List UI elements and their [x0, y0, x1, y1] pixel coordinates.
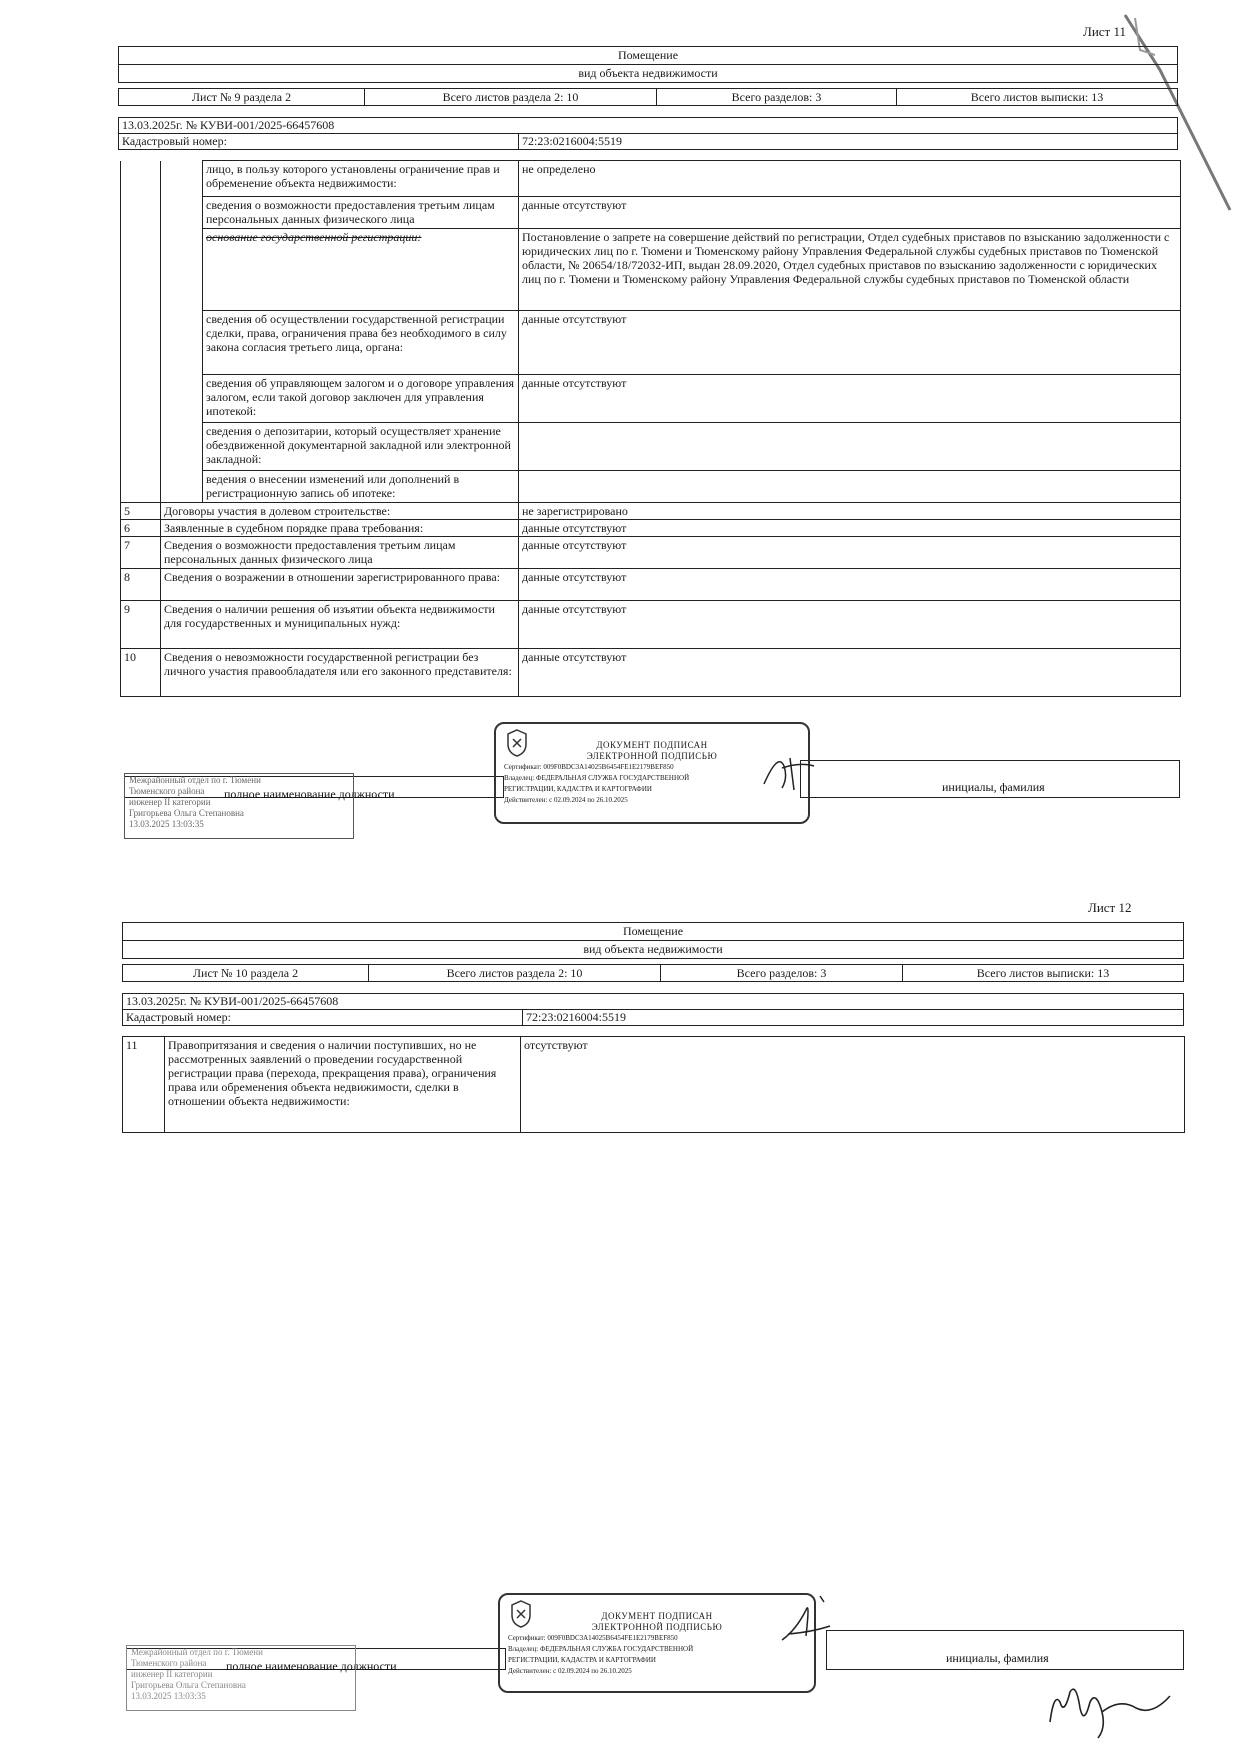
- row-value: данные отсутствуют: [519, 537, 1181, 569]
- table-row: [121, 649, 1181, 697]
- officer-line: Григорьева Ольга Степановна: [129, 808, 244, 818]
- document-reference: 13.03.2025г. № КУВИ-001/2025-66457608: [118, 117, 1178, 134]
- row-number: 7: [121, 537, 161, 569]
- officer-line: Тюменского района: [129, 786, 205, 796]
- encumbrance-table: [120, 160, 1181, 697]
- sheet-info-row: [118, 88, 1178, 106]
- row-label: Договоры участия в долевом строительстве:: [161, 503, 519, 520]
- stamp-title: ДОКУМЕНТ ПОДПИСАН: [596, 740, 708, 750]
- table-row: [121, 229, 1181, 311]
- cadastral-value: 72:23:0216004:5519: [526, 1010, 627, 1024]
- stamp-title-2: ЭЛЕКТРОННОЙ ПОДПИСЬЮ: [586, 751, 718, 761]
- row-label: сведения о возможности предоставления третьим лицам персональных данных физического лица: [203, 197, 519, 229]
- electronic-signature-stamp: [498, 1593, 816, 1693]
- officer-stamp: [124, 773, 354, 839]
- stamp-owner-2: РЕГИСТРАЦИИ, КАДАСТРА И КАРТОГРАФИИ: [508, 1656, 656, 1664]
- object-type-caption: вид объекта недвижимости: [122, 940, 1184, 959]
- table-row: [121, 375, 1181, 423]
- row-value: данные отсутствуют: [519, 569, 1181, 601]
- stamp-owner-2: РЕГИСТРАЦИИ, КАДАСТРА И КАРТОГРАФИИ: [504, 785, 652, 793]
- total-sheets-extract: Всего листов выписки: 13: [970, 90, 1104, 104]
- row-label: Правопритязания и сведения о наличии поступивших, но не рассмотренных заявлений о проведении государственной регистрации права (перехода, прекращения права), ограничения права или обременения объекта недвижимости, сделки в отношении объекта недвижимости:: [165, 1037, 521, 1133]
- row-label: лицо, в пользу которого установлены ограничение прав и обременение объекта недвижимости:: [203, 161, 519, 197]
- total-sections: Всего разделов: 3: [661, 965, 903, 981]
- registration-basis-value: Постановление о запрете на совершение действий по регистрации, Отдел судебных приставов по взысканию задолженности с юридических лиц по г. Тюмени и Тюменскому району Управления Федеральной службы судебных приставов по Тюменской области, № 20654/18/72032-ИП, выдан 28.09.2020, Отдел судебных приставов по взысканию задолженности с юридических лиц по г. Тюмени и Тюменскому району Управления Федеральной службы судебных приставов по Тюменской области: [519, 229, 1181, 311]
- officer-line: 13.03.2025 13:03:35: [131, 1691, 206, 1701]
- row-label: Сведения о наличии решения об изъятии объекта недвижимости для государственных и муниципальных нужд:: [161, 601, 519, 649]
- total-sheets-extract: Всего листов выписки: 13: [976, 966, 1110, 980]
- table-row: [121, 537, 1181, 569]
- table-row: [121, 503, 1181, 520]
- stamp-validity: Действителен: с 02.09.2024 по 26.10.2025: [504, 796, 628, 804]
- total-sections: Всего разделов: 3: [657, 89, 897, 105]
- position-caption: полное наименование должности: [224, 787, 395, 801]
- stamp-owner: Владелец: ФЕДЕРАЛЬНАЯ СЛУЖБА ГОСУДАРСТВЕННОЙ: [508, 1645, 694, 1653]
- row-value: не определено: [519, 161, 1181, 197]
- row-number: 8: [121, 569, 161, 601]
- stamp-title-2: ЭЛЕКТРОННОЙ ПОДПИСЬЮ: [591, 1622, 723, 1632]
- table-row: [121, 311, 1181, 375]
- table-row: [121, 471, 1181, 503]
- row-value: данные отсутствуют: [519, 197, 1181, 229]
- row-label: сведения об управляющем залогом и о договоре управления залогом, если такой договор заключен для управления ипотекой:: [203, 375, 519, 423]
- sheet-of-section: Лист № 10 раздела 2: [123, 965, 369, 981]
- row-value: данные отсутствуют: [519, 649, 1181, 697]
- handwritten-signature: [760, 748, 820, 794]
- row-value: [519, 423, 1181, 471]
- emblem-icon: [508, 1599, 534, 1629]
- handwritten-initials: [1040, 1672, 1190, 1742]
- table-row: [121, 161, 1181, 197]
- sheet-of-section: Лист № 9 раздела 2: [119, 89, 365, 105]
- object-type: Помещение: [122, 922, 1184, 941]
- object-type: Помещение: [118, 46, 1178, 65]
- cadastral-label: Кадастровый номер:: [119, 134, 519, 149]
- row-value: [519, 471, 1181, 503]
- row-number: 5: [121, 503, 161, 520]
- position-caption: полное наименование должности: [226, 1659, 397, 1673]
- stamp-owner: Владелец: ФЕДЕРАЛЬНАЯ СЛУЖБА ГОСУДАРСТВЕННОЙ: [504, 774, 690, 782]
- row-label: основание государственной регистрации:: [203, 229, 519, 311]
- row-value: данные отсутствуют: [519, 601, 1181, 649]
- initials-caption: инициалы, фамилия: [946, 1651, 1049, 1665]
- officer-line: инженер II категории: [129, 797, 211, 807]
- total-sheets-section: Всего листов раздела 2: 10: [365, 89, 657, 105]
- stamp-title: ДОКУМЕНТ ПОДПИСАН: [601, 1611, 713, 1621]
- cadastral-row: [118, 133, 1178, 150]
- row-label: сведения о депозитарии, который осуществляет хранение обездвиженной документарной закладной или электронной закладной:: [203, 423, 519, 471]
- table-row: [121, 197, 1181, 229]
- sheet-number: Лист 11: [1083, 24, 1126, 39]
- officer-line: Межрайонный отдел по г. Тюмени: [129, 775, 261, 785]
- row-label: Сведения о невозможности государственной регистрации без личного участия правообладателя или его законного представителя:: [161, 649, 519, 697]
- initials-caption: инициалы, фамилия: [942, 780, 1045, 794]
- officer-line: Межрайонный отдел по г. Тюмени: [131, 1647, 263, 1657]
- cadastral-label: Кадастровый номер:: [123, 1010, 523, 1025]
- row-value: не зарегистрировано: [519, 503, 1181, 520]
- row-value: данные отсутствуют: [519, 520, 1181, 537]
- officer-line: 13.03.2025 13:03:35: [129, 819, 204, 829]
- object-type-caption: вид объекта недвижимости: [118, 64, 1178, 83]
- officer-stamp: [126, 1645, 356, 1711]
- table-row: [123, 1037, 1185, 1133]
- claims-table: [122, 1036, 1185, 1133]
- row-number: 6: [121, 520, 161, 537]
- stamp-certificate: Сертификат: 009F0BDC3A14025B6454FE1E2179BEF850: [508, 1634, 678, 1642]
- stamp-validity: Действителен: с 02.09.2024 по 26.10.2025: [508, 1667, 632, 1675]
- row-label: ведения о внесении изменений или дополнений в регистрационную запись об ипотеке:: [203, 471, 519, 503]
- handwritten-signature: [776, 1590, 836, 1650]
- row-value: отсутствуют: [521, 1037, 1185, 1133]
- row-value: данные отсутствуют: [519, 375, 1181, 423]
- officer-line: Григорьева Ольга Степановна: [131, 1680, 246, 1690]
- cadastral-row: [122, 1009, 1184, 1026]
- row-number: 9: [121, 601, 161, 649]
- row-label: Сведения о возражении в отношении зарегистрированного права:: [161, 569, 519, 601]
- table-row: [121, 423, 1181, 471]
- row-value: данные отсутствуют: [519, 311, 1181, 375]
- officer-line: Тюменского района: [131, 1658, 207, 1668]
- row-number: 11: [123, 1037, 165, 1133]
- table-row: [121, 601, 1181, 649]
- row-label: Сведения о возможности предоставления третьим лицам персональных данных физического лица: [161, 537, 519, 569]
- row-number: 10: [121, 649, 161, 697]
- row-label: Заявленные в судебном порядке права требования:: [161, 520, 519, 537]
- total-sheets-section: Всего листов раздела 2: 10: [369, 965, 661, 981]
- emblem-icon: [504, 728, 530, 758]
- sheet-number: Лист 12: [1088, 900, 1132, 915]
- officer-line: инженер II категории: [131, 1669, 213, 1679]
- table-row: [121, 569, 1181, 601]
- row-label: сведения об осуществлении государственной регистрации сделки, права, ограничения права без необходимого в силу закона согласия третьего лица, органа:: [203, 311, 519, 375]
- document-reference: 13.03.2025г. № КУВИ-001/2025-66457608: [122, 993, 1184, 1010]
- cadastral-value: 72:23:0216004:5519: [522, 134, 623, 148]
- stamp-certificate: Сертификат: 009F0BDC3A14025B6454FE1E2179BEF850: [504, 763, 674, 771]
- table-row: [121, 520, 1181, 537]
- sheet-info-row: [122, 964, 1184, 982]
